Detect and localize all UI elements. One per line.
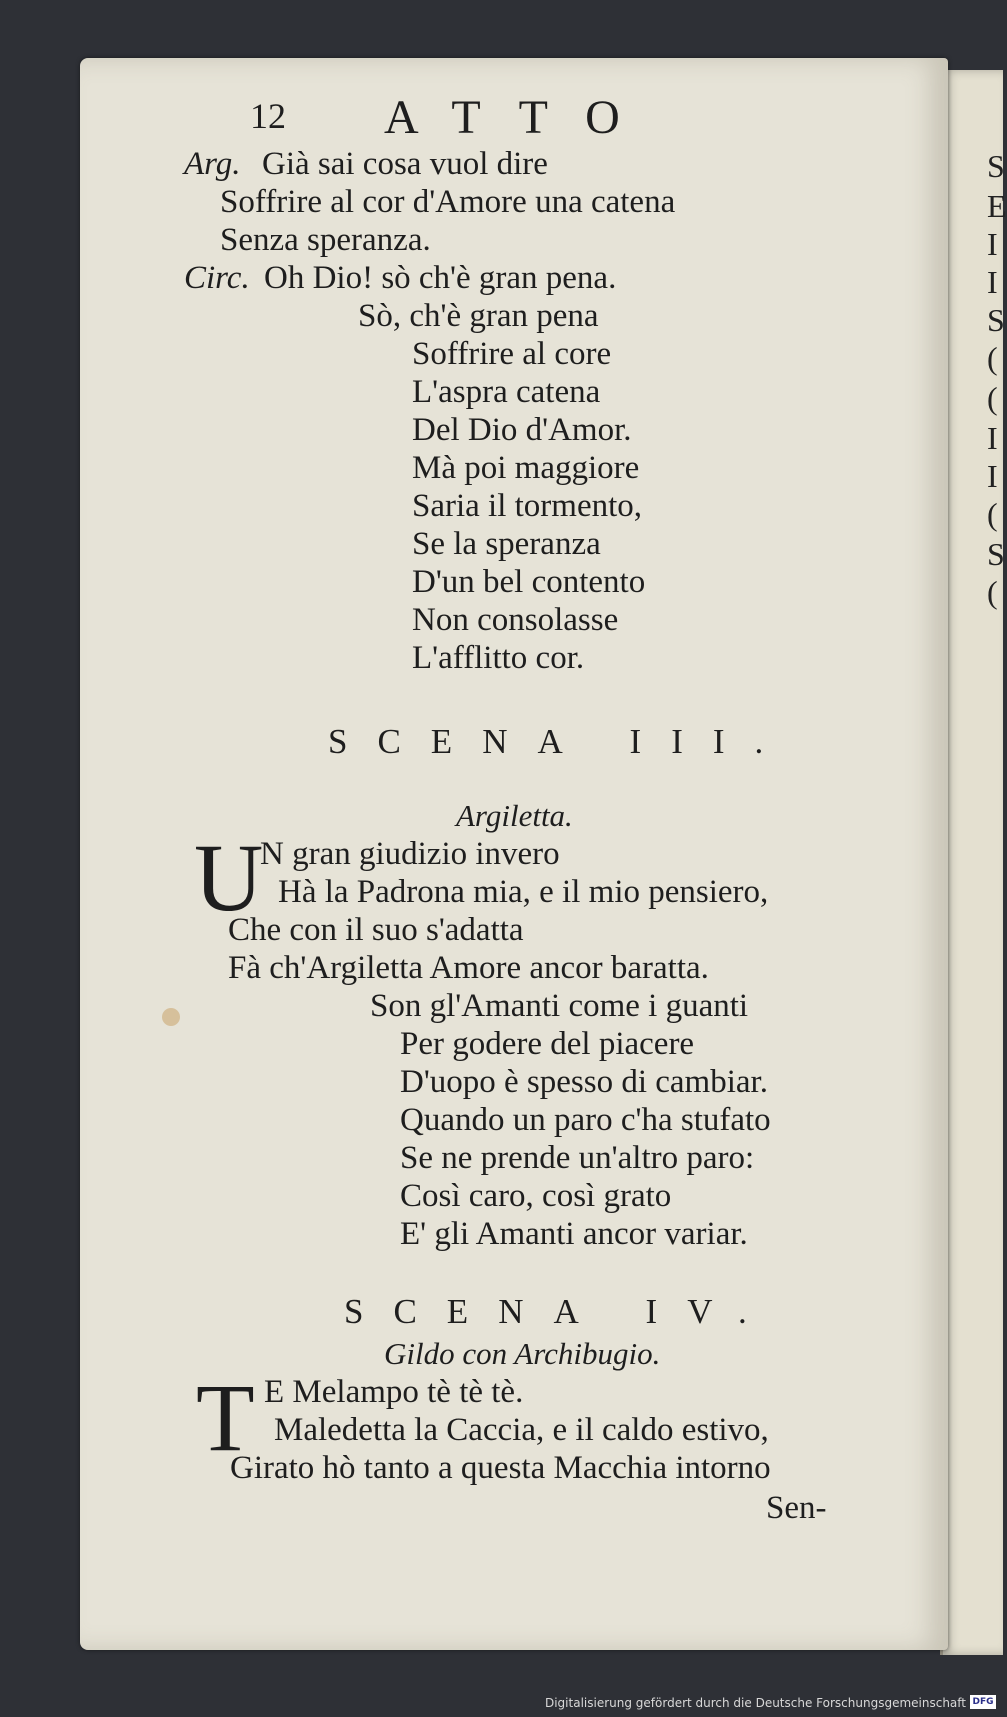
verse-line: E Melampo tè tè tè. bbox=[264, 1374, 524, 1410]
aria-line: Per godere del piacere bbox=[400, 1026, 695, 1062]
aria-line: D'un bel contento bbox=[412, 564, 646, 600]
verse-line: Fà ch'Argiletta Amore ancor baratta. bbox=[228, 950, 709, 986]
verse-line: Maledetta la Caccia, e il caldo estivo, bbox=[274, 1412, 769, 1448]
page-number: 12 bbox=[250, 96, 286, 136]
aria-line: D'uopo è spesso di cambiar. bbox=[400, 1064, 768, 1100]
verse-line: Che con il suo s'adatta bbox=[228, 912, 524, 948]
next-page-letter: S bbox=[987, 536, 1005, 572]
verse-line: N gran giudizio invero bbox=[260, 836, 560, 872]
aria-line: Sò, ch'è gran pena bbox=[358, 298, 599, 334]
verse-line: Soffrire al cor d'Amore una catena bbox=[220, 184, 676, 220]
drop-cap: T bbox=[196, 1364, 255, 1471]
scene-heading: SCENA IV. bbox=[344, 1292, 777, 1331]
aria-line: Non consolasse bbox=[412, 602, 619, 638]
running-head: ATTO bbox=[384, 91, 658, 144]
next-page-edge bbox=[940, 70, 1007, 1655]
aria-line: Se ne prende un'altro paro: bbox=[400, 1140, 755, 1176]
next-page-letter: S bbox=[987, 148, 1005, 184]
next-page-letter: I bbox=[987, 226, 998, 262]
verse-line: Hà la Padrona mia, e il mio pensiero, bbox=[278, 874, 769, 910]
scene-heading: SCENA III. bbox=[328, 722, 794, 761]
next-page-letter: ( bbox=[987, 574, 998, 610]
next-page-letter: S bbox=[987, 302, 1005, 338]
book-page bbox=[80, 58, 948, 1650]
verse-line: Oh Dio! sò ch'è gran pena. bbox=[264, 260, 617, 296]
aria-line: Son gl'Amanti come i guanti bbox=[370, 988, 749, 1024]
aria-line: Saria il tormento, bbox=[412, 488, 643, 524]
next-page-letter: I bbox=[987, 420, 998, 456]
aria-line: Mà poi maggiore bbox=[412, 450, 640, 486]
character-name: Argiletta. bbox=[456, 798, 573, 833]
drop-cap: U bbox=[194, 824, 264, 931]
aria-line: Così caro, così grato bbox=[400, 1178, 672, 1214]
aria-line: Soffrire al core bbox=[412, 336, 612, 372]
verse-line: Già sai cosa vuol dire bbox=[262, 146, 548, 182]
next-page-letter: I bbox=[987, 264, 998, 300]
verse-line: Senza speranza. bbox=[220, 222, 431, 258]
aria-line: E' gli Amanti ancor variar. bbox=[400, 1216, 748, 1252]
speaker-label: Arg. bbox=[184, 146, 241, 182]
aria-line: L'aspra catena bbox=[412, 374, 601, 410]
next-page-letter: ( bbox=[987, 496, 998, 532]
aria-line: Quando un paro c'ha stufato bbox=[400, 1102, 771, 1138]
aria-line: L'afflitto cor. bbox=[412, 640, 585, 676]
paper-stain bbox=[162, 1008, 180, 1026]
footer-credit: Digitalisierung gefördert durch die Deutsche Forschungsgemeinschaft bbox=[544, 1696, 966, 1710]
dfg-logo: DFG bbox=[970, 1695, 996, 1709]
next-page-letter: ( bbox=[987, 340, 998, 376]
verse-line: Girato hò tanto a questa Macchia intorno bbox=[230, 1450, 771, 1486]
next-page-letter: E bbox=[987, 188, 1007, 224]
next-page-letter: I bbox=[987, 458, 998, 494]
character-name: Gildo con Archibugio. bbox=[384, 1336, 661, 1371]
speaker-label: Circ. bbox=[184, 260, 250, 296]
next-page-letter: ( bbox=[987, 380, 998, 416]
aria-line: Se la speranza bbox=[412, 526, 601, 562]
aria-line: Del Dio d'Amor. bbox=[412, 412, 632, 448]
footer-bar bbox=[0, 1690, 1000, 1717]
catchword: Sen- bbox=[766, 1490, 827, 1526]
